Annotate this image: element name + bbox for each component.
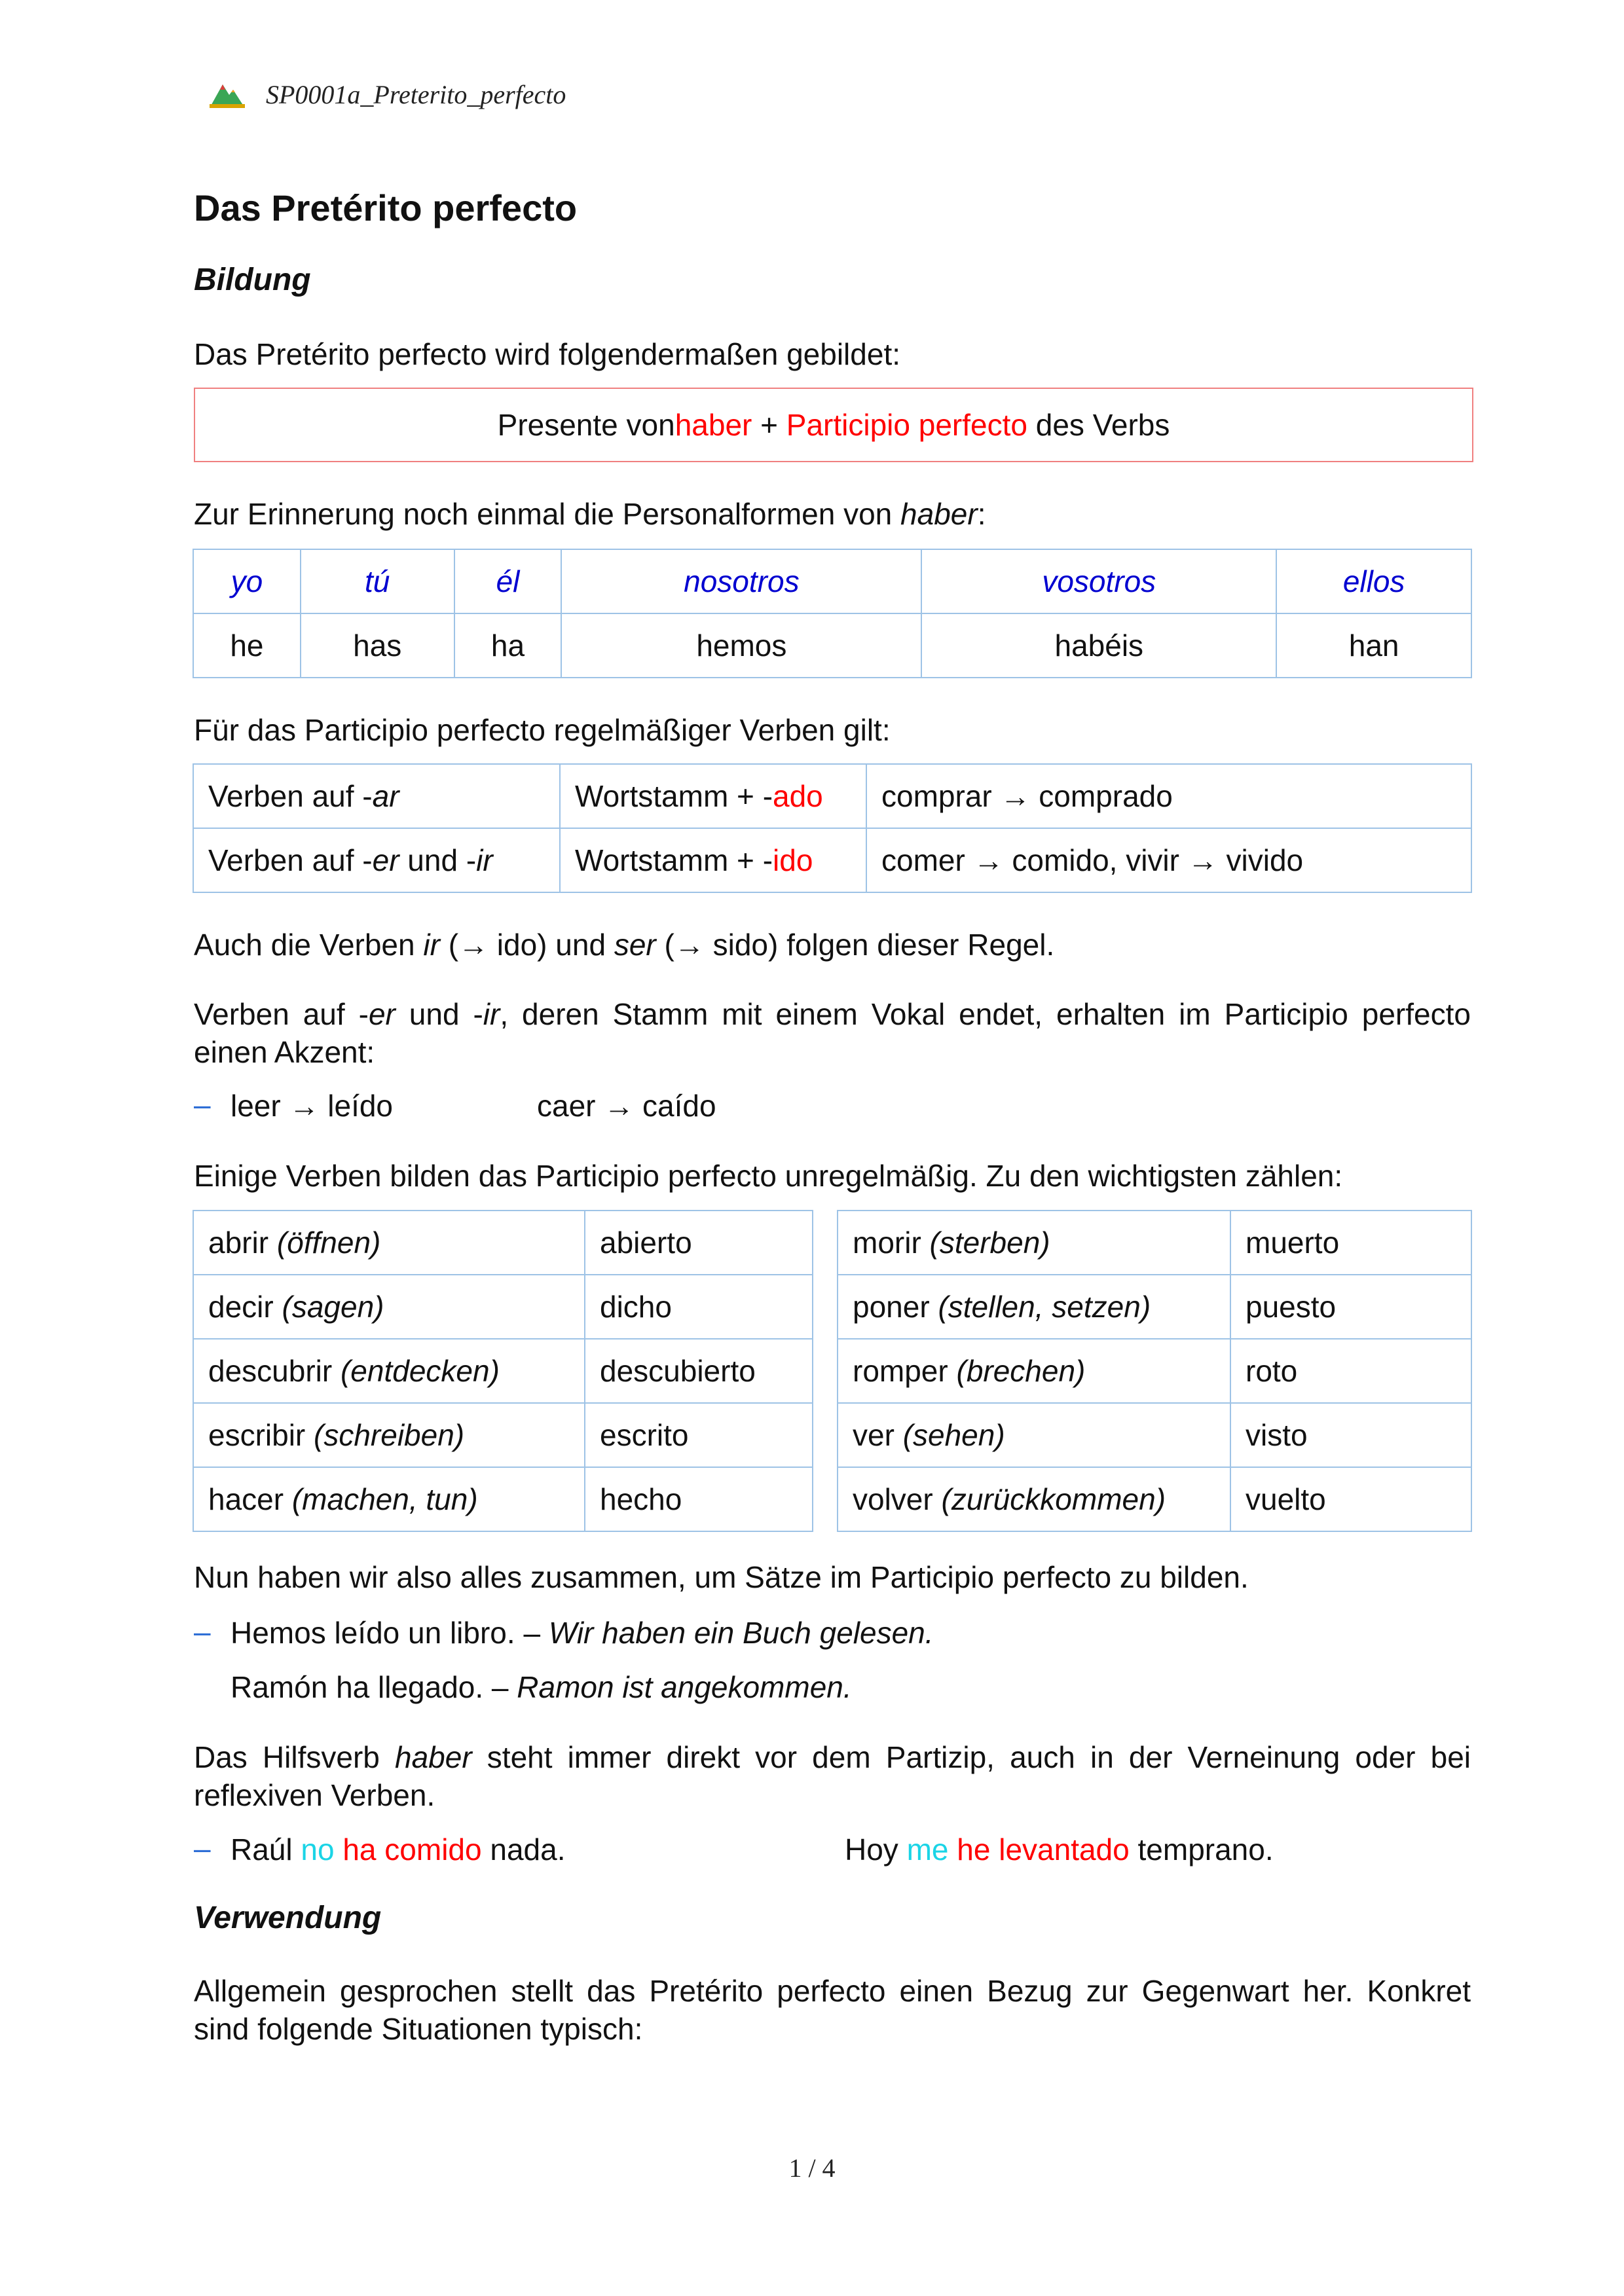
irregular-row — [193, 1467, 813, 1531]
bullet-dash-icon: – — [194, 1614, 211, 1649]
pronoun-cell: vosotros — [921, 549, 1276, 613]
accent-example: caer → caído — [537, 1089, 716, 1123]
formula-haber: haber — [674, 408, 752, 442]
irregular-row — [193, 1211, 813, 1275]
formula-plus: + — [752, 408, 786, 442]
irregular-verb-cell: hacer (machen, tun) — [193, 1467, 585, 1531]
reflexive-example: Hoy me he levantado temprano. — [845, 1832, 1274, 1867]
page-header — [207, 73, 566, 115]
regular-label-cell: Verben auf -er und -ir — [193, 828, 560, 892]
regular-row — [193, 764, 1471, 828]
bullet-dash-icon: – — [194, 1087, 211, 1121]
irregular-verb-cell: morir (sterben) — [838, 1211, 1230, 1275]
regular-row — [193, 828, 1471, 892]
section-heading-bildung: Bildung — [194, 263, 311, 297]
irregular-verb-cell: ver (sehen) — [838, 1403, 1230, 1467]
regular-intro-text: Für das Participio perfecto regelmäßiger Verben gilt: — [194, 713, 891, 747]
haber-form-cell: han — [1276, 613, 1471, 678]
irregular-verb-cell: decir (sagen) — [193, 1275, 585, 1339]
page-number: 1 / 4 — [788, 2153, 836, 2183]
formula-box — [194, 388, 1473, 462]
bullet-dash-icon: – — [194, 1831, 211, 1865]
irregular-participle-cell: vuelto — [1230, 1467, 1471, 1531]
irregular-verb-cell: romper (brechen) — [838, 1339, 1230, 1403]
irregular-verb-cell: descubrir (entdecken) — [193, 1339, 585, 1403]
pronoun-cell: él — [454, 549, 562, 613]
usage-text: Allgemein gesprochen stellt das Pretérito perfecto einen Bezug zur Gegenwart her. Konkret sind folgende Situationen typisch: — [194, 1974, 1471, 2046]
formula-text: Presente von — [497, 408, 675, 442]
pronoun-cell: ellos — [1276, 549, 1471, 613]
irregular-row — [838, 1467, 1471, 1531]
pronoun-cell: yo — [193, 549, 301, 613]
document-id: SP0001a_Preterito_perfecto — [266, 79, 566, 109]
regular-label-cell: Verben auf -ar — [193, 764, 560, 828]
irregular-participle-cell: escrito — [585, 1403, 813, 1467]
pronoun-cell: tú — [301, 549, 454, 613]
example-sentence: Ramón ha llegado. – Ramon ist angekommen. — [231, 1670, 852, 1704]
together-text: Nun haben wir also alles zusammen, um Sätze im Participio perfecto zu bilden. — [194, 1560, 1249, 1594]
formula-participio: Participio perfecto — [786, 408, 1027, 442]
accent-example: leer → leído — [231, 1089, 394, 1123]
negation-example: Raúl no ha comido nada. — [231, 1832, 566, 1867]
irregular-row — [193, 1403, 813, 1467]
irregular-verb-cell: escribir (schreiben) — [193, 1403, 585, 1467]
haber-form-cell: ha — [454, 613, 562, 678]
regular-example-cell: comprar → comprado — [866, 764, 1471, 828]
mountain-logo-icon — [207, 78, 248, 111]
hilfsverb-text: Das Hilfsverb haber steht immer direkt vor dem Partizip, auch in der Verneinung oder bei reflexiven Verben. — [194, 1740, 1471, 1812]
haber-form-cell: hemos — [561, 613, 921, 678]
irregular-row — [193, 1275, 813, 1339]
irregular-participle-cell: abierto — [585, 1211, 813, 1275]
irregular-verb-cell: volver (zurückkommen) — [838, 1467, 1230, 1531]
irregular-row — [838, 1275, 1471, 1339]
haber-form-cell: has — [301, 613, 454, 678]
haber-form-cell: he — [193, 613, 301, 678]
regular-example-cell: comer → comido, vivir → vivido — [866, 828, 1471, 892]
regular-rule-cell: Wortstamm + -ido — [560, 828, 866, 892]
irregular-participle-cell: roto — [1230, 1339, 1471, 1403]
irregular-participle-cell: puesto — [1230, 1275, 1471, 1339]
reminder-text: Zur Erinnerung noch einmal die Personalformen von haber: — [194, 497, 986, 531]
irregular-intro-text: Einige Verben bilden das Participio perfecto unregelmäßig. Zu den wichtigsten zählen: — [194, 1159, 1343, 1193]
irregular-row — [838, 1211, 1471, 1275]
irregular-row — [193, 1339, 813, 1403]
irregular-participle-cell: descubierto — [585, 1339, 813, 1403]
irregular-participle-cell: visto — [1230, 1403, 1471, 1467]
regular-rule-cell: Wortstamm + -ado — [560, 764, 866, 828]
page-title: Das Pretérito perfecto — [194, 187, 578, 228]
pronoun-cell: nosotros — [561, 549, 921, 613]
irregular-row — [838, 1339, 1471, 1403]
haber-form-cell: habéis — [921, 613, 1276, 678]
irregular-table-left — [193, 1210, 813, 1532]
intro-text: Das Pretérito perfecto wird folgendermaßen gebildet: — [194, 337, 901, 371]
irregular-participle-cell: dicho — [585, 1275, 813, 1339]
irregular-row — [838, 1403, 1471, 1467]
irregular-verb-cell: poner (stellen, setzen) — [838, 1275, 1230, 1339]
section-heading-verwendung: Verwendung — [194, 1901, 382, 1935]
irregular-participle-cell: muerto — [1230, 1211, 1471, 1275]
formula-suffix: des Verbs — [1027, 408, 1170, 442]
example-sentence: Hemos leído un libro. – Wir haben ein Buch gelesen. — [231, 1616, 934, 1650]
ir-ser-text: Auch die Verben ir (→ ido) und ser (→ sido) folgen dieser Regel. — [194, 928, 1055, 962]
regular-participle-table — [193, 763, 1472, 893]
irregular-participle-cell: hecho — [585, 1467, 813, 1531]
irregular-table-right — [837, 1210, 1472, 1532]
pronoun-row — [193, 549, 1471, 613]
accent-rule-text: Verben auf -er und -ir, deren Stamm mit einem Vokal endet, erhalten im Participio perfecto einen Akzent: — [194, 997, 1471, 1069]
haber-conjugation-table — [193, 549, 1472, 678]
haber-form-row — [193, 613, 1471, 678]
irregular-verb-cell: abrir (öffnen) — [193, 1211, 585, 1275]
